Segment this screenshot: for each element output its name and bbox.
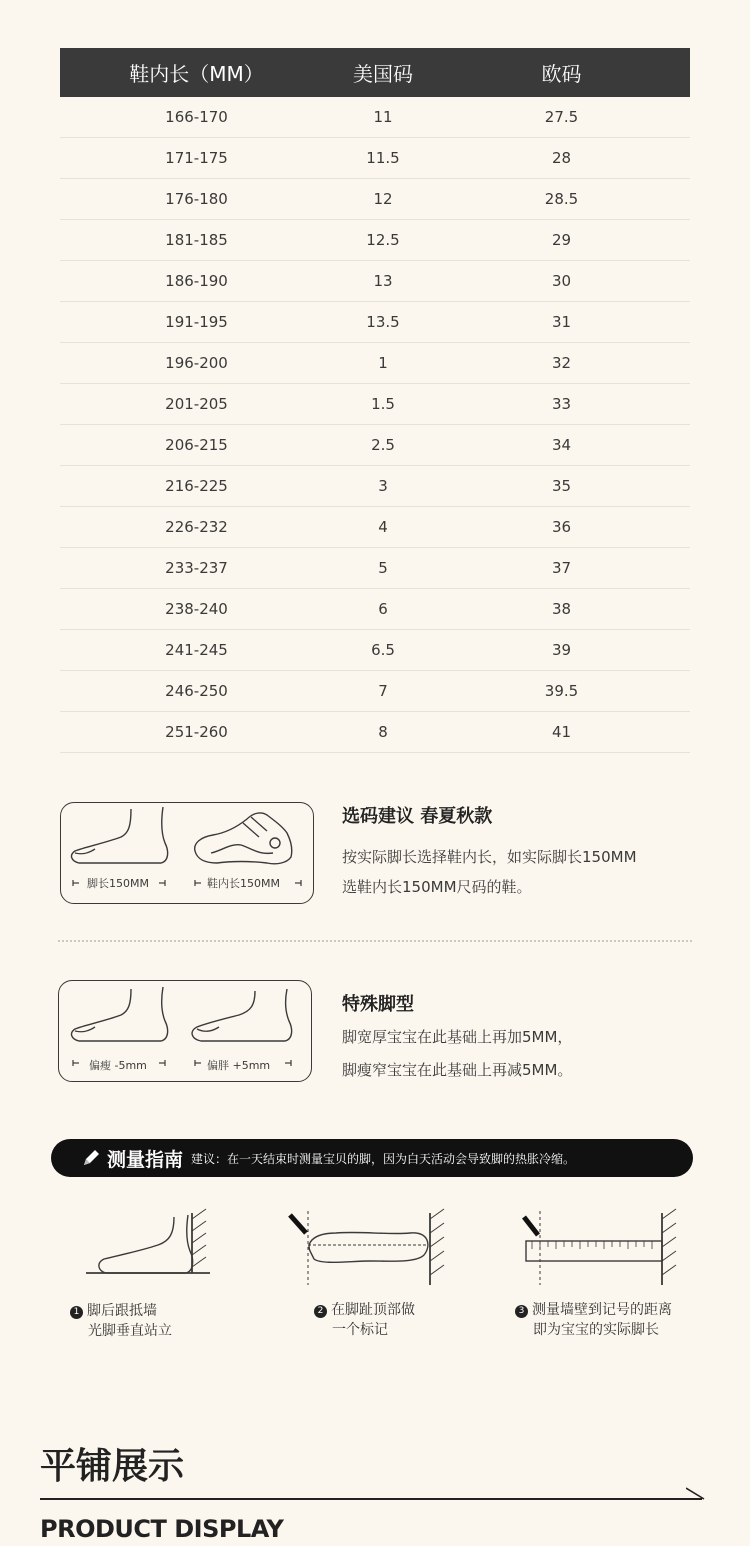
- eu-size-cell: 29: [551, 231, 572, 249]
- eu-size-cell: 33: [551, 395, 572, 413]
- eu-size-cell: 32: [551, 354, 572, 372]
- step2-line2: 一个标记: [332, 1322, 388, 1338]
- advice-text-1: 按实际脚长选择鞋内长，如实际脚长150MM: [342, 848, 637, 866]
- us-size-cell: 1: [378, 354, 388, 372]
- step3-line1: 测量墙壁到记号的距离: [532, 1302, 672, 1318]
- size-chart-body: [60, 97, 690, 753]
- step-number-2: 2: [314, 1305, 327, 1318]
- eu-size-cell: 39: [551, 641, 572, 659]
- insole-length-cell: 166-170: [165, 108, 228, 126]
- insole-length-cell: 241-245: [165, 641, 228, 659]
- eu-size-cell: 28.5: [544, 190, 579, 208]
- insole-length-cell: 206-215: [165, 436, 228, 454]
- eu-size-cell: 28: [551, 149, 572, 167]
- measure-step-1: [70, 1301, 172, 1341]
- step2-mark-toe-icon: [290, 1209, 444, 1285]
- product-display-title-en: PRODUCT DISPLAY: [40, 1515, 284, 1543]
- us-size-cell: 8: [378, 723, 388, 741]
- rule-arrow-icon: [686, 1486, 706, 1502]
- eu-size-cell: 35: [551, 477, 572, 495]
- special-feet-title: 特殊脚型: [342, 994, 414, 1015]
- size-row: [60, 425, 690, 466]
- us-size-cell: 11.5: [366, 149, 400, 167]
- size-row: [60, 712, 690, 753]
- us-size-cell: 13: [373, 272, 393, 290]
- product-display-title-cn: 平铺展示: [40, 1446, 185, 1487]
- insole-length-caption: 鞋内长150MM: [207, 877, 280, 890]
- size-row: [60, 138, 690, 179]
- size-row: [60, 548, 690, 589]
- insole-length-cell: 226-232: [165, 518, 228, 536]
- size-row: [60, 384, 690, 425]
- measure-guide-banner: [51, 1139, 693, 1177]
- insole-length-cell: 181-185: [165, 231, 228, 249]
- eu-size-cell: 38: [551, 600, 572, 618]
- size-chart-header: [60, 48, 690, 97]
- product-display-rule: [40, 1498, 702, 1500]
- measure-steps-illustration: [60, 1205, 700, 1295]
- foot-vs-shoe-illustration: [60, 802, 314, 904]
- insole-length-cell: 186-190: [165, 272, 228, 290]
- size-row: [60, 179, 690, 220]
- size-row: [60, 343, 690, 384]
- measure-step-3: [515, 1300, 672, 1340]
- insole-length-cell: 233-237: [165, 559, 228, 577]
- size-chart-table: [60, 48, 690, 753]
- eu-size-cell: 41: [551, 723, 572, 741]
- size-row: [60, 466, 690, 507]
- us-size-cell: 1.5: [371, 395, 395, 413]
- measure-guide-title: 测量指南: [107, 1148, 184, 1171]
- measure-step-2: [314, 1300, 415, 1340]
- step1-foot-wall-icon: [86, 1209, 210, 1273]
- shoe-icon: [195, 813, 292, 864]
- us-size-cell: 13.5: [366, 313, 400, 331]
- size-advice-season: [60, 802, 700, 912]
- foot-icon: [72, 807, 168, 863]
- insole-length-cell: 171-175: [165, 149, 228, 167]
- eu-size-cell: 36: [551, 518, 572, 536]
- insole-length-cell: 191-195: [165, 313, 228, 331]
- us-size-cell: 12.5: [366, 231, 400, 249]
- eu-size-cell: 31: [551, 313, 572, 331]
- special-feet-text-2: 脚瘦窄宝宝在此基础上再减5MM。: [342, 1061, 573, 1079]
- step-number-3: 3: [515, 1305, 528, 1318]
- pencil-icon: [79, 1146, 103, 1170]
- measure-guide-note: 建议：在一天结束时测量宝贝的脚，因为白天活动会导致脚的热胀冷缩。: [191, 1151, 576, 1166]
- us-size-cell: 12: [373, 190, 393, 208]
- insole-length-cell: 196-200: [165, 354, 228, 372]
- insole-length-cell: 201-205: [165, 395, 228, 413]
- size-row: [60, 671, 690, 712]
- us-size-cell: 11: [373, 108, 393, 126]
- narrow-foot-icon: [72, 987, 168, 1041]
- foot-shape-illustration: [58, 980, 312, 1082]
- narrow-foot-caption: 偏瘦 -5mm: [89, 1059, 147, 1072]
- advice-title: 选码建议 春夏秋款: [342, 806, 493, 827]
- section-divider: [58, 940, 692, 942]
- insole-length-cell: 216-225: [165, 477, 228, 495]
- eu-size-cell: 30: [551, 272, 572, 290]
- size-row: [60, 97, 690, 138]
- us-size-cell: 2.5: [371, 436, 395, 454]
- us-size-cell: 3: [378, 477, 388, 495]
- step1-line1: 脚后跟抵墙: [87, 1303, 157, 1319]
- header-insole-length: 鞋内长（MM）: [129, 62, 264, 86]
- size-advice-special-feet: [60, 980, 700, 1090]
- step3-line2: 即为宝宝的实际脚长: [533, 1322, 659, 1338]
- insole-length-cell: 238-240: [165, 600, 228, 618]
- step-number-1: 1: [70, 1306, 83, 1319]
- eu-size-cell: 39.5: [544, 682, 579, 700]
- header-eu-size: 欧码: [541, 62, 582, 86]
- insole-length-cell: 251-260: [165, 723, 228, 741]
- us-size-cell: 4: [378, 518, 388, 536]
- insole-length-cell: 246-250: [165, 682, 228, 700]
- size-row: [60, 630, 690, 671]
- advice-text-2: 选鞋内长150MM尺码的鞋。: [342, 878, 532, 896]
- foot-length-caption: 脚长150MM: [87, 877, 149, 890]
- size-row: [60, 302, 690, 343]
- size-row: [60, 507, 690, 548]
- wide-foot-caption: 偏胖 +5mm: [207, 1059, 271, 1072]
- size-row: [60, 220, 690, 261]
- eu-size-cell: 27.5: [544, 108, 579, 126]
- wide-foot-icon: [192, 989, 292, 1041]
- eu-size-cell: 34: [551, 436, 572, 454]
- eu-size-cell: 37: [551, 559, 572, 577]
- us-size-cell: 6: [378, 600, 388, 618]
- special-feet-text-1: 脚宽厚宝宝在此基础上再加5MM，: [342, 1028, 573, 1046]
- us-size-cell: 5: [378, 559, 388, 577]
- step2-line1: 在脚趾顶部做: [331, 1302, 415, 1318]
- us-size-cell: 7: [378, 682, 388, 700]
- step1-line2: 光脚垂直站立: [88, 1323, 172, 1339]
- step3-ruler-icon: [524, 1209, 676, 1285]
- header-us-size: 美国码: [353, 62, 413, 86]
- size-row: [60, 589, 690, 630]
- us-size-cell: 6.5: [371, 641, 395, 659]
- insole-length-cell: 176-180: [165, 190, 228, 208]
- size-row: [60, 261, 690, 302]
